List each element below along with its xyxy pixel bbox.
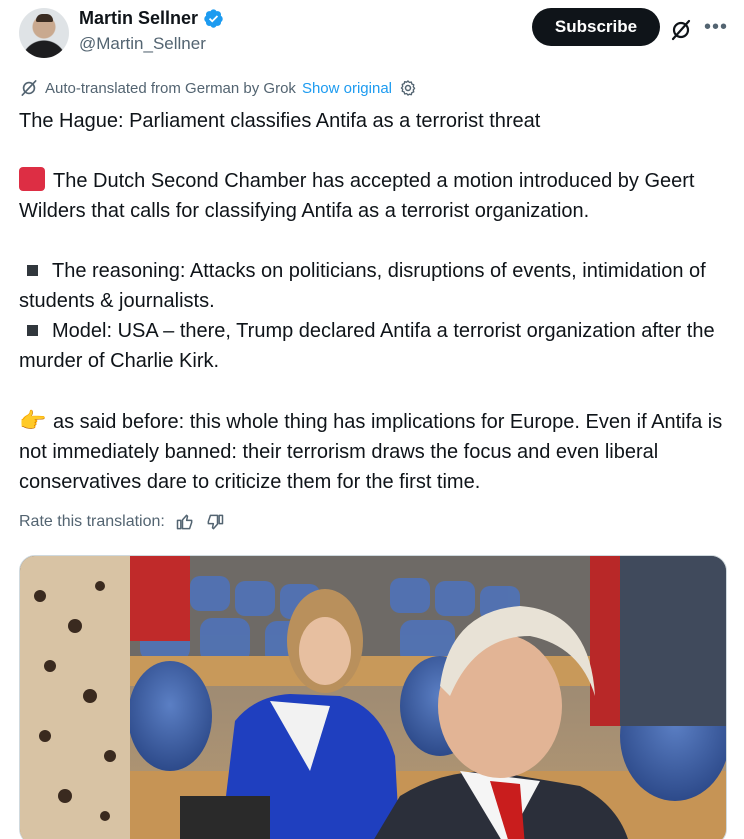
post-paragraph-text: The Dutch Second Chamber has accepted a motion introduced by Geert Wilders that calls for classifying Antifa as a terrorist organization. bbox=[19, 170, 695, 222]
spacer bbox=[19, 136, 731, 166]
more-icon[interactable]: ••• bbox=[703, 15, 728, 38]
author-name-row[interactable] bbox=[79, 8, 224, 29]
post-paragraph-text: as said before: this whole thing has implications for Europe. Even if Antifa is not immediately banned: their terrorism draws the focus and even liberal conservatives dare to criticize them for the first time. bbox=[19, 411, 723, 493]
parliament-photo bbox=[20, 556, 727, 839]
rate-translation-row bbox=[19, 512, 225, 532]
post-bullet-text: The reasoning: Attacks on politicians, disruptions of events, intimidation of students & journalists. bbox=[19, 260, 706, 312]
post-bullet bbox=[19, 316, 731, 376]
rate-translation-label: Rate this translation: bbox=[19, 513, 165, 530]
grok-icon bbox=[19, 78, 39, 98]
black-square-bullet-icon bbox=[27, 325, 38, 336]
author-display-name[interactable]: Martin Sellner bbox=[79, 8, 199, 28]
spacer bbox=[19, 226, 731, 256]
verified-badge-icon bbox=[203, 8, 224, 29]
post-body bbox=[19, 106, 731, 497]
grok-icon[interactable] bbox=[669, 18, 693, 42]
post-bullet-text: Model: USA – there, Trump declared Antifa a terrorist organization after the murder of Charlie Kirk. bbox=[19, 320, 715, 372]
post-photo[interactable] bbox=[19, 555, 727, 839]
post-bullet bbox=[19, 256, 731, 316]
subscribe-button[interactable]: Subscribe bbox=[532, 8, 660, 46]
author-handle[interactable]: @Martin_Sellner bbox=[79, 34, 206, 53]
post-header bbox=[19, 8, 729, 58]
translation-note-row bbox=[19, 78, 418, 98]
spacer bbox=[19, 376, 731, 406]
avatar[interactable] bbox=[19, 8, 69, 58]
post-title: The Hague: Parliament classifies Antifa as a terrorist threat bbox=[19, 110, 541, 132]
gear-icon[interactable] bbox=[398, 78, 418, 98]
thumbs-down-icon[interactable] bbox=[205, 512, 225, 532]
post-paragraph bbox=[19, 166, 731, 226]
show-original-link[interactable]: Show original bbox=[301, 79, 392, 97]
post-paragraph bbox=[19, 406, 731, 497]
black-square-bullet-icon bbox=[27, 265, 38, 276]
thumbs-up-icon[interactable] bbox=[175, 512, 195, 532]
pointing-hand-emoji-icon: 👉 bbox=[19, 408, 47, 433]
translation-note: Auto-translated from German by Grok bbox=[45, 79, 296, 97]
red-square-emoji-icon bbox=[19, 167, 45, 191]
